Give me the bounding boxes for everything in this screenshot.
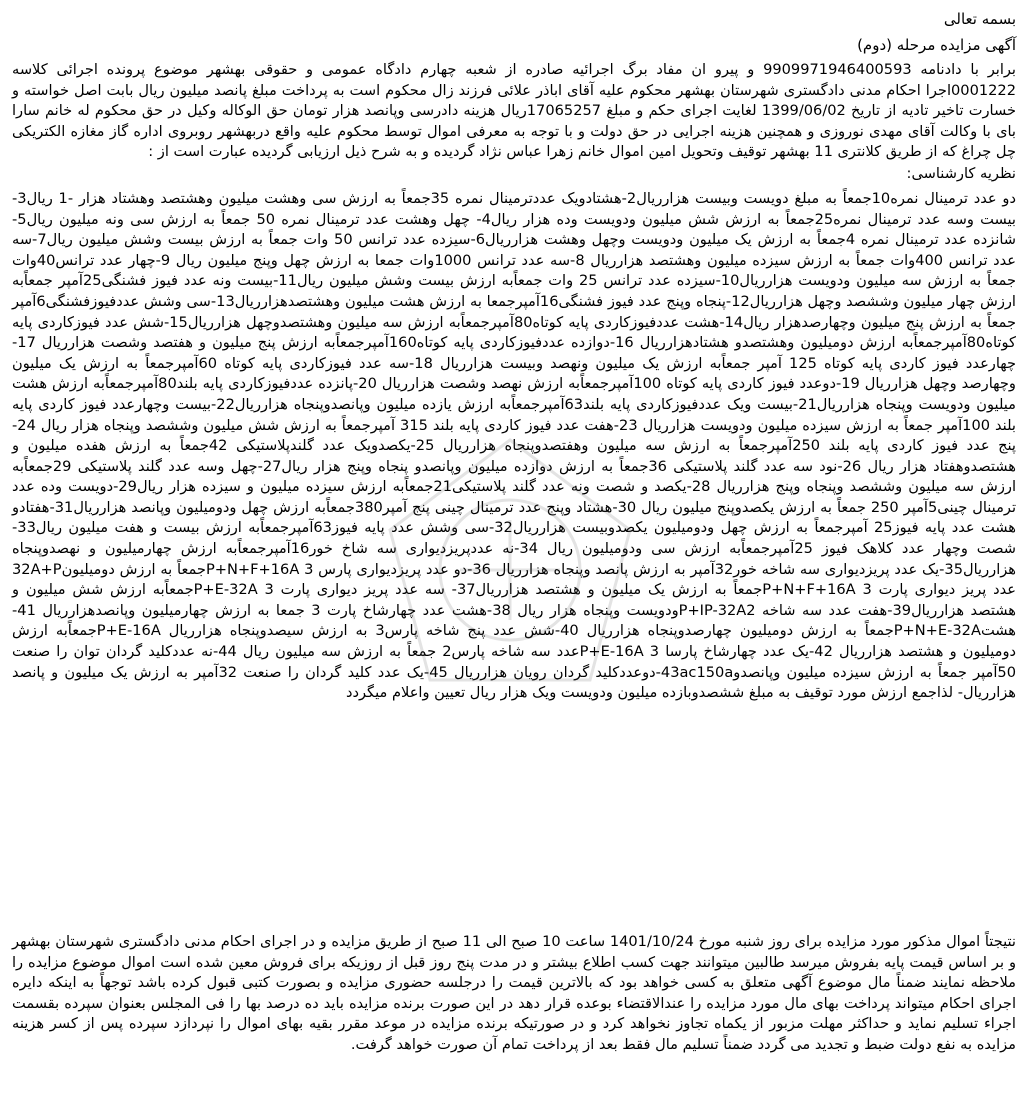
notice-title: آگهی مزایده مرحله (دوم): [857, 36, 1016, 54]
intro-paragraph: برابر با دادنامه 9909971946400593 و پیرو ان مفاد برگ اجرائیه صادره از شعبه چهارم دادگاه عمومی و حقوقی بهشهر موضوع پرونده اجرائی کلاسه 0001222اجرا احکام مدنی دادگستری شهرستان بهشهر محکوم علیه آقای اباذر علائی فرزند زال محکوم است به پرداخت مبلغ پانصد میلیون ریال بابت اصل خواسته و خسارت تاخیر تادیه از تاریخ 1399/06/02 لغایت اجرای حکم و مبلغ 17065257ریال هزینه دادرسی وپانصد هزار تومان حق الوکاله وکیل در حق محکوم له خانم سارا بای با وکالت آقای مهدی نوروزی و همچنین هزینه اجرایی در حق دولت و با توجه به معرفی اموال توسط محکوم علیه واقع دربهشهر روبروی اداره گاز مغازه الکتریکی چل چراغ که از طریق کلانتری 11 بهشهر توقیف وتحویل امین اموال خانم زهرا عباس نژاد گردیده و به شرح ذیل ارزیابی گردیده عبارت است از :: [12, 61, 1016, 161]
basmala-heading: بسمه تعالی: [943, 10, 1016, 28]
conclusion-paragraph: نتیجتاً اموال مذکور مورد مزایده برای روز شنبه مورخ 1401/10/24 ساعت 10 صبح الی 11 صبح از طریق مزایده و در اجرای احکام مدنی دادگستری شهرستان بهشهر و بر اساس قیمت پایه بفروش میرسد طالبین میتوانند جهت کسب اطلاع بیشتر و در مدت پنج روز قبل از روزیکه برای فروش معین شده است اموال موضوع مزایده را ملاحظه نمایند ضمناً مال موضوع آگهی متعلق به کسی خواهد بود که بالاترین قیمت را درجلسه حضوری مزایده و بصورت کتبی قبول کرده باشد توجهاً به اینکه دایره اجرای احکام میتواند پرداخت بهای مال مورد مزایده را عندالاقتضاء بوعده قرار دهد در این صورت برنده مزایده باید ده درصد بها را فی المجلس بعنوان سپرده بقسمت اجراء تسلیم نماید و حداکثر مهلت مزبور از یکماه تجاوز نخواهد کرد و در صورتیکه برنده مزایده در موعد مقرر بقیه بهای اموال را نپردازد سپرده پس از کسر هزینه مزایده به نفع دولت ضبط و تجدید می گردد ضمناً تسلیم مال فقط بعد از پرداخت تمام آن صورت خواهد گرفت.: [12, 933, 1016, 1053]
expert-opinion-heading: نظریه کارشناسی:: [906, 164, 1016, 182]
seized-items-list: دو عدد ترمینال نمره10جمعاً به مبلغ دویست وبیست هزارریال2-هشتادویک عددترمینال نمره 35جمعاً به ارزش سی وهشت میلیون وهشتصد وهشتاد هزار -1 ریال3-بیست وسه عدد ترمینال نمره25جمعاً به ارزش شش میلیون ودویست وده هزار ریال4- چهل وهشت عدد ترمینال نمره 50 جمعاً به ارزش سی ونه میلیون ریال5-شانزده عدد ترمینال نمره 4جمعاً به ارزش یک میلیون ودویست وچهل وهشت هزارریال6-سیزده عدد ترانس 50 وات جمعاً به ارزش بیست وشش میلیون ریال7-سه عدد ترانس 400وات جمعاً به ارزش سیزده میلیون وهشتصد هزارریال 8-سه عدد ترانس 1000وات جمعا به ارزش چهل وپنج میلیون ریال 9-چهار عدد ترانس40وات جمعاً به ارزش سه میلیون ودویست هزارریال10-سیزده عدد ترانس 25 وات جمعاًبه ارزش بیست وشش میلیون ریال11-بیست ونه عدد فیوز فشنگی25آمپر جمعاًبه ارزش چهار میلیون وششصد وچهل هزارریال12-پنجاه وپنج عدد فیوز فشنگی16آمپرجمعا به ارزش هشت میلیون وهشتصدهزارریال13-سی وشش عددفیوزفشنگی6آمپر جمعاً به ارزش پنج میلیون وچهارصدهزار ریال14-هشت عددفیوزکاردی پایه کوتاه80آمپرجمعاًبه ارزش سه میلیون وهشتصدوچهل هزارریال15-شش عدد فیوزکاردی پایه کوتاه80آمپرجمعاًبه ارزش دومیلیون وهشتصدو هشتادهزارریال 16-دوازده عددفیوزکاردی پایه کوتاه160آمپرجمعاًبه ارزش پنج میلیون و هفتصد وشصت هزارریال 17- چهارعدد فیوز کاردی پایه کوتاه 125 آمپر جمعاًبه ارزش یک میلیون ونهصد وبیست هزارریال 18-سه عدد فیوزکاردی پایه کوتاه 60آمپرجمعاً به ارزش یک میلیون وچهارصد وچهل هزارریال 19-دوعدد فیوز کاردی پایه کوتاه 100آمپرجمعاًبه ارزش نهصد وشصت هزارریال 20-پانزده عددفیوزکاردی پایه بلند80آمپرجمعاًبه ارزش هشت میلیون ودویست وپنجاه هزارریال21-بیست ویک عددفیوزکاردی پایه بلند63آمپرجمعاًبه ارزش یازده میلیون وپانصدوپنجاه هزارریال22-بیست وچهارعدد فیوز کاردی پایه بلند 100آمپر جمعاً به ارزش سیزده میلیون ودویست هزارریال 23-هفت عدد فیوز کاردی پایه بلند 315 آمپرجمعاً به ارزش شش میلیون وششصد وپنجاه هزار ریال 24-پنج عدد فیوز کاردی پایه بلند 250آمپرجمعاً به ارزش سه میلیون وهفتصدوپنجاه هزارریال 25-یکصدویک عدد گلندپلاستیکی 42جمعاً به ارزش هفده میلیون و هشتصدوهفتاد هزار ریال 26-نود سه عدد گلند پلاستیکی 36جمعاً به ارزش دوازده میلیون وپانصدو پنجاه وپنج هزار ریال27-چهل وسه عدد گلند پلاستیکی 29جمعاًبه ارزش سه میلیون وششصد وپنجاه وپنج هزارریال 28-یکصد و شصت ونه عدد گلند پلاستیکی21جمعاًبه ارزش سیزده میلیون و سیزده هزار ریال29-دویست وده عدد ترمینال چینی5آمپر 250 جمعاً به ارزش یکصدوپنج میلیون ریال 30-هشتاد وپنج عدد ترمینال چینی پنج آمپر380جمعاًبه ارزش چهل ودومیلیون وپانصد هزارریال31-هفتادو هشت عدد پایه فیوز25 آمپرجمعاً به ارزش چهل ودومیلیون یکصدوبیست هزارریال32-سی وشش عدد پایه فیوز63آمپرجمعاًبه ارزش بیست و هفت میلیون ریال33- شصت وچهار عدد کلاهک فیوز 25آمپرجمعاًبه ارزش سی ودومیلیون ریال 34-نه عددپریزدیواری سه شاخ خور16آمپرجمعاًبه ارزش چهارمیلیون و نهصدوپنجاه هزارریال35-یک عدد پریزدیواری سه شاخه خور32آمپر به ارزش پانصد وپنجاه هزارریال 36-دو عدد پریزدیواری پارس 3 P+N+F+16Aجمعاً به ارزش دومیلیون32A+P عدد پریز دیواری پارت 3 P+N+F+16Aجمعاً به ارزش یک میلیون و هشتصد هزارریال37- سه عدد پریز دیواری پارت 3 P+E-32Aجمعاًبه ارزش شش میلیون و هشتصد هزارریال39-هفت عدد سه شاخه P+IP-32A2ودویست وپنجاه هزار ریال 38-هشت عدد چهارشاخ پارت 3 جمعا به ارزش چهارمیلیون وپانصدهزارریال 41-هشتP+N+E-32Aجمعاً به ارزش دومیلیون چهارصدوپنجاه هزارریال 40-شش عدد پنج شاخه پارس3 به ارزش سیصدوپنجاه هزارریال P+E-16Aجمعاًبه ارزش دومیلیون و هشتصد هزارریال 42-یک عدد چهارشاخ پارسا 3 P+E-16Aعدد سه شاخه پارس2 جمعاً به ارزش سه میلیون ریال 44-نه عددکلید گردان توان را صنعت 50آمپر جمعاً به ارزش سیزده میلیون وپانصدو43ac150a-دوعددکلید گردان رویان هزارریال 45-یک عدد کلید گردان را صنعت 32آمپر به ارزش یک میلیون و پانصد هزارریال- لذاجمع ارزش مورد توقیف به مبلغ ششصدوبازده میلیون ودویست ویک هزار ریال تعیین واعلام میگردد: [12, 189, 1017, 702]
